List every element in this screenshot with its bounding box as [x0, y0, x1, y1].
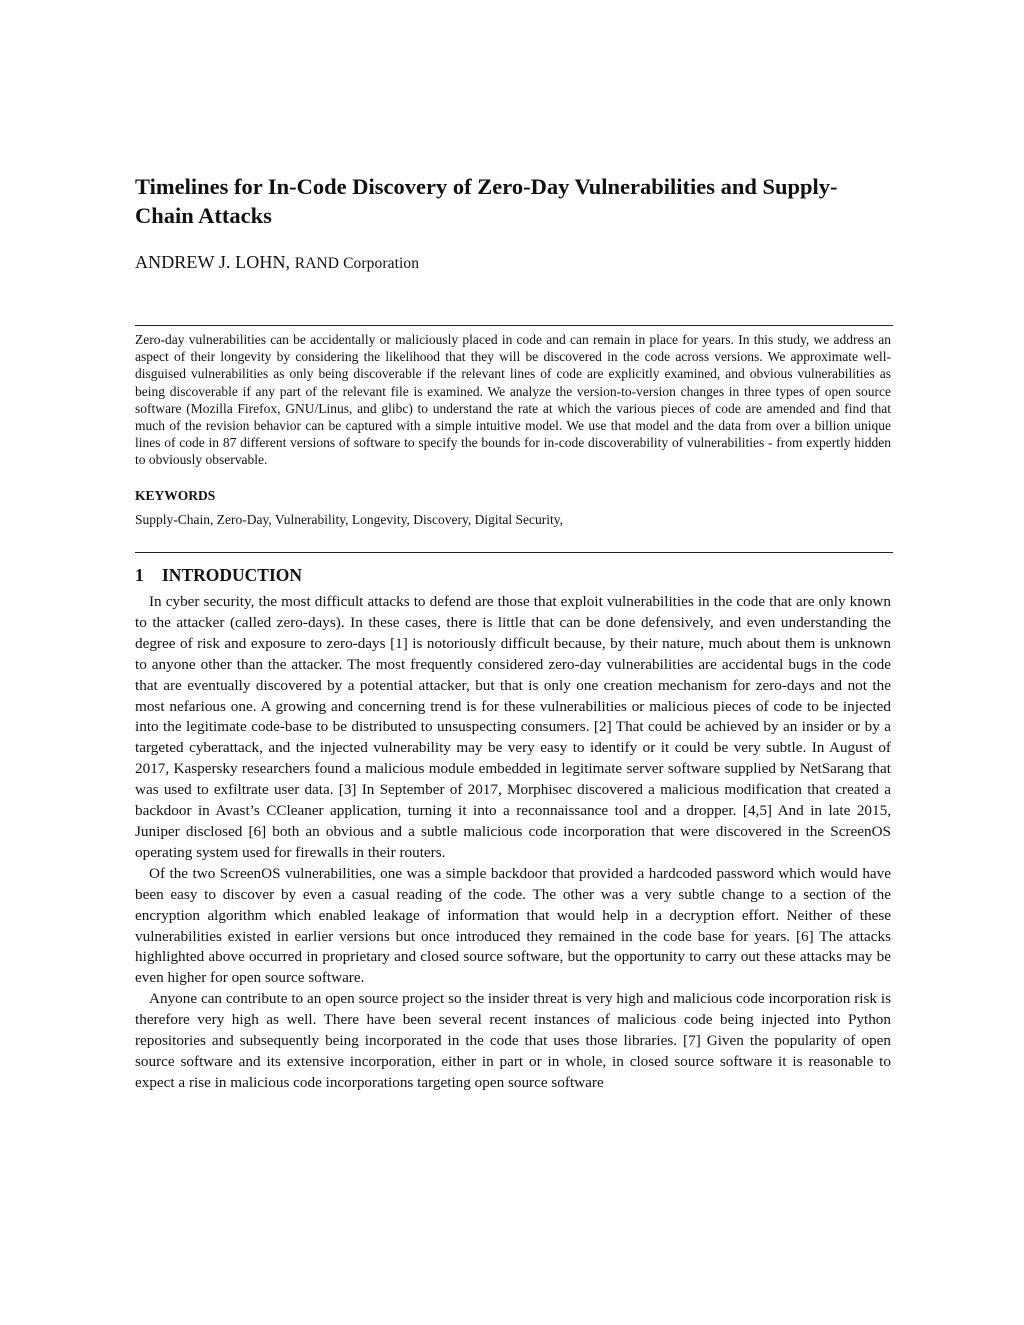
paper-title: Timelines for In-Code Discovery of Zero-Day Vulnerabilities and Supply-Chain Attacks	[135, 174, 838, 228]
section-heading	[135, 565, 302, 586]
section-body	[135, 592, 891, 1094]
body-paragraph: Anyone can contribute to an open source project so the insider threat is very high and malicious code incorporation risk is therefore very high as well. There have been several recent instances of malicious code being injected into Python repositories and subsequently being incorporated in the code that uses those libraries. [7] Given the popularity of open source software and its extensive incorporation, either in part or in whole, in closed source software it is reasonable to expect a rise in malicious code incorporations targeting open source software	[135, 990, 891, 1091]
abstract-top-rule	[135, 325, 893, 326]
author-line	[135, 252, 419, 273]
keywords-list: Supply-Chain, Zero-Day, Vulnerability, Longevity, Discovery, Digital Security,	[135, 512, 563, 527]
body-paragraph: Of the two ScreenOS vulnerabilities, one was a simple backdoor that provided a hardcoded password which would have been easy to discover by even a casual reading of the code. The other was a very subtle change to a section of the encryption algorithm which enabled leakage of information that would help in a decryption effort. Neither of these vulnerabilities existed in earlier versions but once introduced they remained in the code base for years. [6] The attacks highlighted above occurred in proprietary and closed source software, but the opportunity to carry out these attacks may be even higher for open source software.	[135, 864, 891, 987]
section-divider-rule	[135, 552, 893, 553]
author-affiliation: RAND Corporation	[294, 255, 420, 272]
abstract: Zero-day vulnerabilities can be accidentally or maliciously placed in code and can remain in place for years. In this study, we address an aspect of their longevity by considering the likelihood that they will be discovered in the code across versions. We approximate well-disguised vulnerabilities as only being discoverable if the relevant lines of code are explicitly examined, and obvious vulnerabilities as being discoverable if any part of the relevant file is examined. We analyze the version-to-version changes in three types of open source software (Mozilla Firefox, GNU/Linus, and glibc) to understand the rate at which the various pieces of code are amended and find that much of the revision behavior can be captured with a simple intuitive model. We use that model and the data from over a billion unique lines of code in 87 different versions of software to specify the bounds for in-code discoverability of vulnerabilities - from expertly hidden to obviously observable.	[135, 332, 891, 468]
keywords-heading: KEYWORDS	[135, 488, 216, 503]
section-number: 1	[135, 565, 144, 585]
author-name: ANDREW J. LOHN,	[135, 252, 291, 272]
body-paragraph: In cyber security, the most difficult attacks to defend are those that exploit vulnerabilities in the code that are only known to the attacker (called zero-days). In these cases, there is little that can be done defensively, and even understanding the degree of risk and exposure to zero-days [1] is notoriously difficult because, by their nature, much about them is unknown to anyone other than the attacker. The most frequently considered zero-day vulnerabilities are accidental bugs in the code that are eventually discovered by a potential attacker, but that is only one creation mechanism for zero-days and not the most nefarious one. A growing and concerning trend is for these vulnerabilities or malicious pieces of code to be injected into the legitimate code-base to be distributed to unsuspecting consumers. [2] That could be achieved by an insider or by a targeted cyberattack, and the injected vulnerability may be very easy to identify or it could be very subtle. In August of 2017, Kaspersky researchers found a malicious module embedded in legitimate server software supplied by NetSarang that was used to exfiltrate user data. [3] In September of 2017, Morphisec discovered a malicious modification that created a backdoor in Avast’s CCleaner application, turning it into a reconnaissance tool and a dropper. [4,5] And in late 2015, Juniper disclosed [6] both an obvious and a subtle malicious code incorporation that were discovered in the ScreenOS operating system used for firewalls in their routers.	[135, 593, 891, 861]
section-title: INTRODUCTION	[162, 565, 303, 585]
